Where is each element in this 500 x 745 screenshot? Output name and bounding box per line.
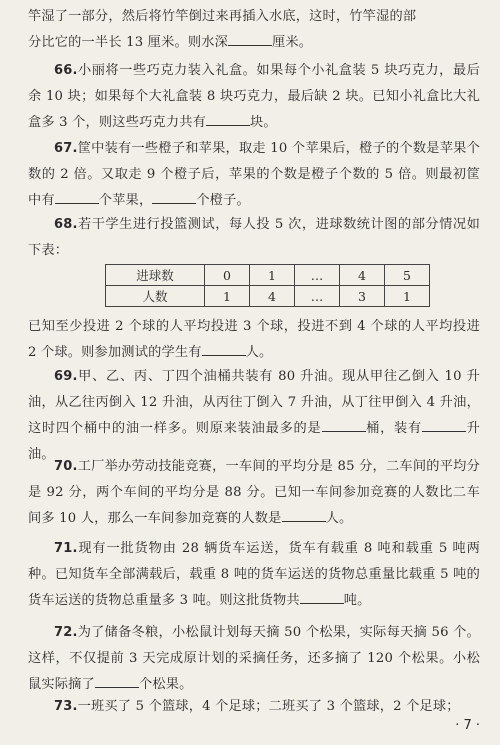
question-text: 个橙子。 (196, 193, 250, 208)
intro-line2-a: 分比它的一半长 13 厘米。则水深 (28, 35, 229, 50)
question-text: 个松果。 (138, 677, 193, 692)
table-cell: 5 (385, 265, 430, 286)
answer-blank[interactable] (228, 33, 272, 46)
table-row (106, 286, 430, 307)
answer-blank[interactable] (55, 191, 99, 204)
table-cell: 进球数 (106, 265, 205, 286)
question-text: 升油。 (28, 421, 480, 462)
answer-blank[interactable] (202, 343, 246, 356)
question-text: 工厂举办劳动技能竞赛，一车间的平均分是 85 分，二车间的平均分是 92 分，两个车间的平均分是 88 分。已知一车间参加竞赛的人数比二车间多 10 人，那么一车间参加竞赛的人数是 (28, 459, 480, 526)
question-66 (28, 58, 480, 136)
question-68 (28, 212, 480, 264)
question-text: 一班买了 5 个篮球，4 个足球；二班买了 3 个篮球，2 个足球； (77, 699, 460, 714)
table-cell: 1 (385, 286, 430, 307)
table-cell: 人数 (106, 286, 205, 307)
question-number: 69. (54, 369, 78, 384)
table-cell: … (295, 286, 340, 307)
answer-blank[interactable] (95, 675, 139, 688)
page-number: · 7 · (455, 718, 480, 733)
question-text: 块。 (250, 115, 277, 130)
question-text: 现有一批货物由 28 辆货车运送，货车有载重 8 吨和载重 5 吨两种。已知货车全部满载后，载重 8 吨的货车运送的货物总重量比载重 5 吨的货车运送的货物总重量多 3 吨。则这批货物共 (28, 541, 480, 608)
table-cell: 1 (205, 286, 250, 307)
intro-line1: 竿湿了一部分，然后将竹竿倒过来再插入水底，这时，竹竿湿的部 (28, 9, 417, 24)
question-text: 小丽将一些巧克力装入礼盒。如果每个小礼盒装 5 块巧克力，最后余 10 块；如果每个大礼盒装 8 块巧克力，最后缺 2 块。已知小礼盒比大礼盒多 3 个，则这些巧克力共有 (28, 63, 480, 130)
answer-blank[interactable] (152, 191, 196, 204)
table-cell: 1 (250, 265, 295, 286)
question-72 (28, 620, 480, 698)
answer-blank[interactable] (282, 509, 326, 522)
question-text: 若干学生进行投篮测试，每人投 5 次，进球数统计图的部分情况如下表： (28, 217, 480, 258)
question-67 (28, 136, 480, 214)
question-text: 人。 (325, 511, 353, 526)
question-text: 个苹果， (98, 193, 153, 208)
intro-paragraph (28, 4, 480, 56)
question-number: 73. (54, 699, 78, 714)
question-68-continued (28, 314, 480, 366)
shots-table (105, 264, 430, 307)
question-71 (28, 536, 480, 614)
question-number: 71. (54, 541, 78, 556)
question-text: 甲、乙、丙、丁四个油桶共装有 80 升油。现从甲往乙倒入 10 升油，从乙往丙倒入 12 升油，从丙往丁倒入 7 升油，从丁往甲倒入 4 升油，这时四个桶中的油一样多。则原来装油最多的是 (28, 369, 480, 436)
answer-blank[interactable] (300, 591, 344, 604)
table-cell: … (295, 265, 340, 286)
question-70 (28, 454, 480, 532)
question-number: 66. (54, 63, 78, 78)
table-cell: 0 (205, 265, 250, 286)
intro-line2-b: 厘米。 (272, 35, 313, 50)
answer-blank[interactable] (206, 113, 250, 126)
answer-blank[interactable] (422, 419, 466, 432)
question-text: 为了储备冬粮，小松鼠计划每天摘 50 个松果，实际每天摘 56 个。这样，不仅提前 3 天完成原计划的采摘任务，还多摘了 120 个松果。小松鼠实际摘了 (28, 625, 480, 692)
question-text: 筐中装有一些橙子和苹果，取走 10 个苹果后，橙子的个数是苹果个数的 2 倍。又取走 9 个橙子后，苹果的个数是橙子个数的 5 倍。则最初筐中有 (28, 141, 480, 208)
question-69 (28, 364, 480, 468)
question-73 (28, 694, 480, 720)
question-number: 67. (54, 141, 78, 156)
table-cell: 4 (250, 286, 295, 307)
table-cell: 4 (340, 265, 385, 286)
answer-blank[interactable] (322, 419, 366, 432)
question-text: 吨。 (343, 593, 371, 608)
question-number: 72. (54, 625, 78, 640)
question-text: 已知至少投进 2 个球的人平均投进 3 个球，投进不到 4 个球的人平均投进 2 个球。则参加测试的学生有 (28, 319, 480, 360)
question-number: 70. (54, 459, 78, 474)
table-cell: 3 (340, 286, 385, 307)
table-row (106, 265, 430, 286)
question-number: 68. (54, 217, 78, 232)
question-text: 人。 (245, 345, 273, 360)
question-text: 桶，装有 (365, 421, 423, 436)
